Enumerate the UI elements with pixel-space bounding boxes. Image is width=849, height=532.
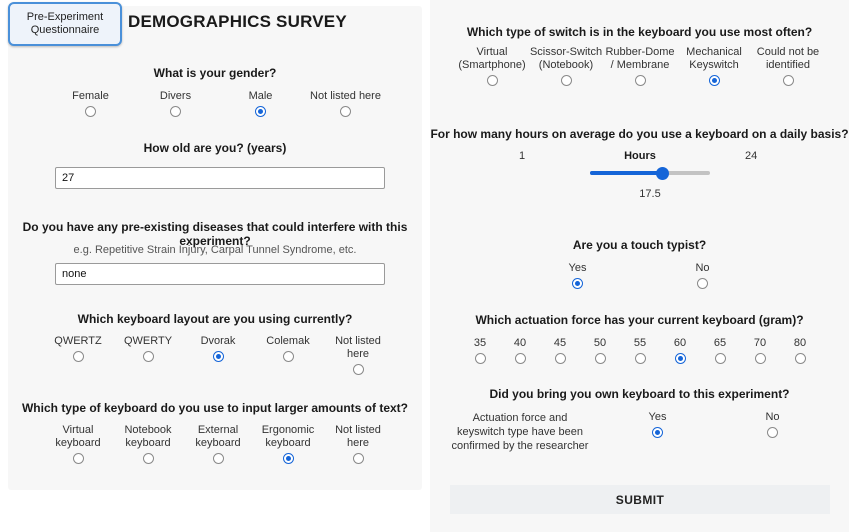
question-own-keyboard-label: Did you bring you own keyboard to this experiment? [489, 387, 790, 401]
layout-option-not-listed[interactable] [323, 335, 393, 375]
keyboard-type-option-external-label: External keyboard [195, 424, 241, 449]
own-keyboard-option-no-label: No [765, 411, 780, 423]
keyboard-type-option-external[interactable] [183, 424, 253, 464]
own-keyboard-note: Actuation force and keyswitch type have been confirmed by the researcher [451, 412, 589, 452]
layout-option-not-listed-label: Not listed here [335, 335, 381, 360]
layout-option-qwerty-radio[interactable] [143, 351, 154, 362]
hours-slider-thumb[interactable] [656, 167, 669, 180]
switch-type-option-mechanical-radio[interactable] [709, 75, 720, 86]
layout-option-colemak-label: Colemak [266, 335, 310, 347]
keyboard-type-option-virtual-radio[interactable] [73, 453, 84, 464]
question-keyboard-type-label: Which type of keyboard do you use to input larger amounts of text? [21, 401, 409, 415]
touch-typist-option-no-label: No [695, 262, 710, 274]
actuation-force-option-60-radio[interactable] [675, 353, 686, 364]
touch-typist-option-yes[interactable] [515, 262, 640, 289]
diseases-hint: e.g. Repetitive Strain Injury, Carpal Tunnel Syndrome, etc. [73, 244, 357, 256]
layout-option-qwertz-label: QWERTZ [54, 335, 102, 347]
question-hours-label: For how many hours on average do you use a keyboard on a daily basis? [430, 127, 849, 141]
tab-pre-experiment-questionnaire[interactable]: Pre-Experiment Questionnaire [8, 2, 122, 46]
keyboard-type-option-notebook[interactable] [113, 424, 183, 464]
gender-radio-group[interactable] [48, 90, 388, 117]
actuation-force-option-65-label: 65 [713, 337, 727, 349]
question-actuation-force-label: Which actuation force has your current keyboard (gram)? [475, 313, 804, 327]
actuation-force-option-35-label: 35 [473, 337, 487, 349]
actuation-force-option-60[interactable] [660, 337, 700, 364]
actuation-force-option-60-label: 60 [673, 337, 687, 349]
actuation-force-option-45[interactable] [540, 337, 580, 364]
question-switch-type-label: Which type of switch is in the keyboard you use most often? [466, 25, 813, 39]
switch-type-option-rubber-dome[interactable] [603, 46, 677, 86]
layout-option-qwertz-radio[interactable] [73, 351, 84, 362]
switch-type-option-unidentified[interactable] [751, 46, 825, 86]
actuation-force-option-70[interactable] [740, 337, 780, 364]
own-keyboard-option-no[interactable] [715, 411, 830, 438]
switch-type-option-unidentified-radio[interactable] [783, 75, 794, 86]
keyboard-type-option-ergonomic[interactable] [253, 424, 323, 464]
own-keyboard-option-no-radio[interactable] [767, 427, 778, 438]
layout-option-dvorak-radio[interactable] [213, 351, 224, 362]
switch-type-radio-group[interactable] [455, 46, 825, 86]
touch-typist-option-no-radio[interactable] [697, 278, 708, 289]
question-diseases-label: Do you have any pre-existing diseases that could interfere with this experiment? [22, 220, 408, 248]
keyboard-type-option-notebook-radio[interactable] [143, 453, 154, 464]
layout-option-colemak[interactable] [253, 335, 323, 362]
keyboard-type-option-virtual[interactable] [43, 424, 113, 464]
switch-type-option-scissor[interactable] [529, 46, 603, 86]
right-survey-panel [430, 0, 849, 532]
hours-max-label: 24 [745, 150, 758, 162]
gender-option-divers-radio[interactable] [170, 106, 181, 117]
switch-type-option-virtual[interactable] [455, 46, 529, 86]
actuation-force-option-45-label: 45 [553, 337, 567, 349]
actuation-force-option-65[interactable] [700, 337, 740, 364]
question-touch-typist-label: Are you a touch typist? [572, 238, 707, 252]
gender-option-male[interactable] [218, 90, 303, 117]
hours-center-label: Hours [624, 150, 656, 162]
switch-type-option-scissor-label: Scissor-Switch (Notebook) [529, 46, 603, 71]
age-input[interactable] [55, 167, 385, 189]
layout-option-dvorak[interactable] [183, 335, 253, 362]
own-keyboard-option-yes-label: Yes [648, 411, 667, 423]
switch-type-option-unidentified-label: Could not be identified [756, 46, 820, 71]
left-survey-panel [8, 6, 422, 490]
switch-type-option-rubber-dome-radio[interactable] [635, 75, 646, 86]
question-age-label: How old are you? (years) [143, 141, 287, 155]
gender-option-female-label: Female [72, 90, 109, 102]
actuation-force-option-65-radio[interactable] [715, 353, 726, 364]
layout-option-qwertz[interactable] [43, 335, 113, 362]
switch-type-option-mechanical[interactable] [677, 46, 751, 86]
switch-type-option-virtual-label: Virtual (Smartphone) [458, 46, 526, 71]
actuation-force-option-70-radio[interactable] [755, 353, 766, 364]
keyboard-type-option-not-listed[interactable] [323, 424, 393, 464]
keyboard-type-option-ergonomic-label: Ergonomic keyboard [261, 424, 315, 449]
actuation-force-option-50-radio[interactable] [595, 353, 606, 364]
gender-option-male-label: Male [248, 90, 273, 102]
layout-option-qwerty-label: QWERTY [123, 335, 173, 347]
keyboard-type-radio-group[interactable] [43, 424, 393, 464]
gender-option-female[interactable] [48, 90, 133, 117]
keyboard-type-option-ergonomic-radio[interactable] [283, 453, 294, 464]
touch-typist-radio-group[interactable] [515, 262, 765, 289]
hours-value: 17.5 [639, 188, 661, 200]
gender-option-divers[interactable] [133, 90, 218, 117]
switch-type-option-scissor-radio[interactable] [561, 75, 572, 86]
gender-option-not-listed-radio[interactable] [340, 106, 351, 117]
layout-option-not-listed-radio[interactable] [353, 364, 364, 375]
actuation-force-option-40-label: 40 [513, 337, 527, 349]
actuation-force-option-80-label: 80 [793, 337, 807, 349]
actuation-force-option-55-label: 55 [633, 337, 647, 349]
actuation-force-radio-group[interactable] [460, 337, 820, 364]
actuation-force-option-80[interactable] [780, 337, 820, 364]
actuation-force-option-35-radio[interactable] [475, 353, 486, 364]
layout-radio-group[interactable] [43, 335, 393, 375]
question-gender-label: What is your gender? [153, 66, 277, 80]
actuation-force-option-70-label: 70 [753, 337, 767, 349]
hours-min-label: 1 [519, 150, 526, 162]
submit-button[interactable]: SUBMIT [450, 485, 830, 514]
actuation-force-option-45-radio[interactable] [555, 353, 566, 364]
actuation-force-option-35[interactable] [460, 337, 500, 364]
question-layout-label: Which keyboard layout are you using currently? [77, 312, 353, 326]
actuation-force-option-40[interactable] [500, 337, 540, 364]
gender-option-male-radio[interactable] [255, 106, 266, 117]
actuation-force-option-55-radio[interactable] [635, 353, 646, 364]
actuation-force-option-80-radio[interactable] [795, 353, 806, 364]
own-keyboard-option-yes[interactable] [600, 411, 715, 438]
gender-option-female-radio[interactable] [85, 106, 96, 117]
gender-option-not-listed-label: Not listed here [310, 90, 381, 102]
hours-slider-fill [590, 171, 662, 175]
switch-type-option-virtual-radio[interactable] [487, 75, 498, 86]
actuation-force-option-55[interactable] [620, 337, 660, 364]
own-keyboard-option-yes-radio[interactable] [652, 427, 663, 438]
gender-option-not-listed[interactable] [303, 90, 388, 117]
touch-typist-option-yes-radio[interactable] [572, 278, 583, 289]
gender-option-divers-label: Divers [159, 90, 192, 102]
switch-type-option-mechanical-label: Mechanical Keyswitch [686, 46, 742, 71]
layout-option-colemak-radio[interactable] [283, 351, 294, 362]
touch-typist-option-no[interactable] [640, 262, 765, 289]
page-title: DEMOGRAPHICS SURVEY [128, 12, 347, 31]
keyboard-type-option-notebook-label: Notebook keyboard [124, 424, 172, 449]
keyboard-type-option-not-listed-label: Not listed here [335, 424, 381, 449]
switch-type-option-rubber-dome-label: Rubber-Dome / Membrane [605, 46, 675, 71]
layout-option-dvorak-label: Dvorak [200, 335, 236, 347]
actuation-force-option-50[interactable] [580, 337, 620, 364]
diseases-input[interactable] [55, 263, 385, 285]
layout-option-qwerty[interactable] [113, 335, 183, 362]
keyboard-type-option-not-listed-radio[interactable] [353, 453, 364, 464]
actuation-force-option-40-radio[interactable] [515, 353, 526, 364]
keyboard-type-option-external-radio[interactable] [213, 453, 224, 464]
keyboard-type-option-virtual-label: Virtual keyboard [55, 424, 101, 449]
touch-typist-option-yes-label: Yes [568, 262, 587, 274]
actuation-force-option-50-label: 50 [593, 337, 607, 349]
own-keyboard-radio-group[interactable] [600, 411, 830, 438]
